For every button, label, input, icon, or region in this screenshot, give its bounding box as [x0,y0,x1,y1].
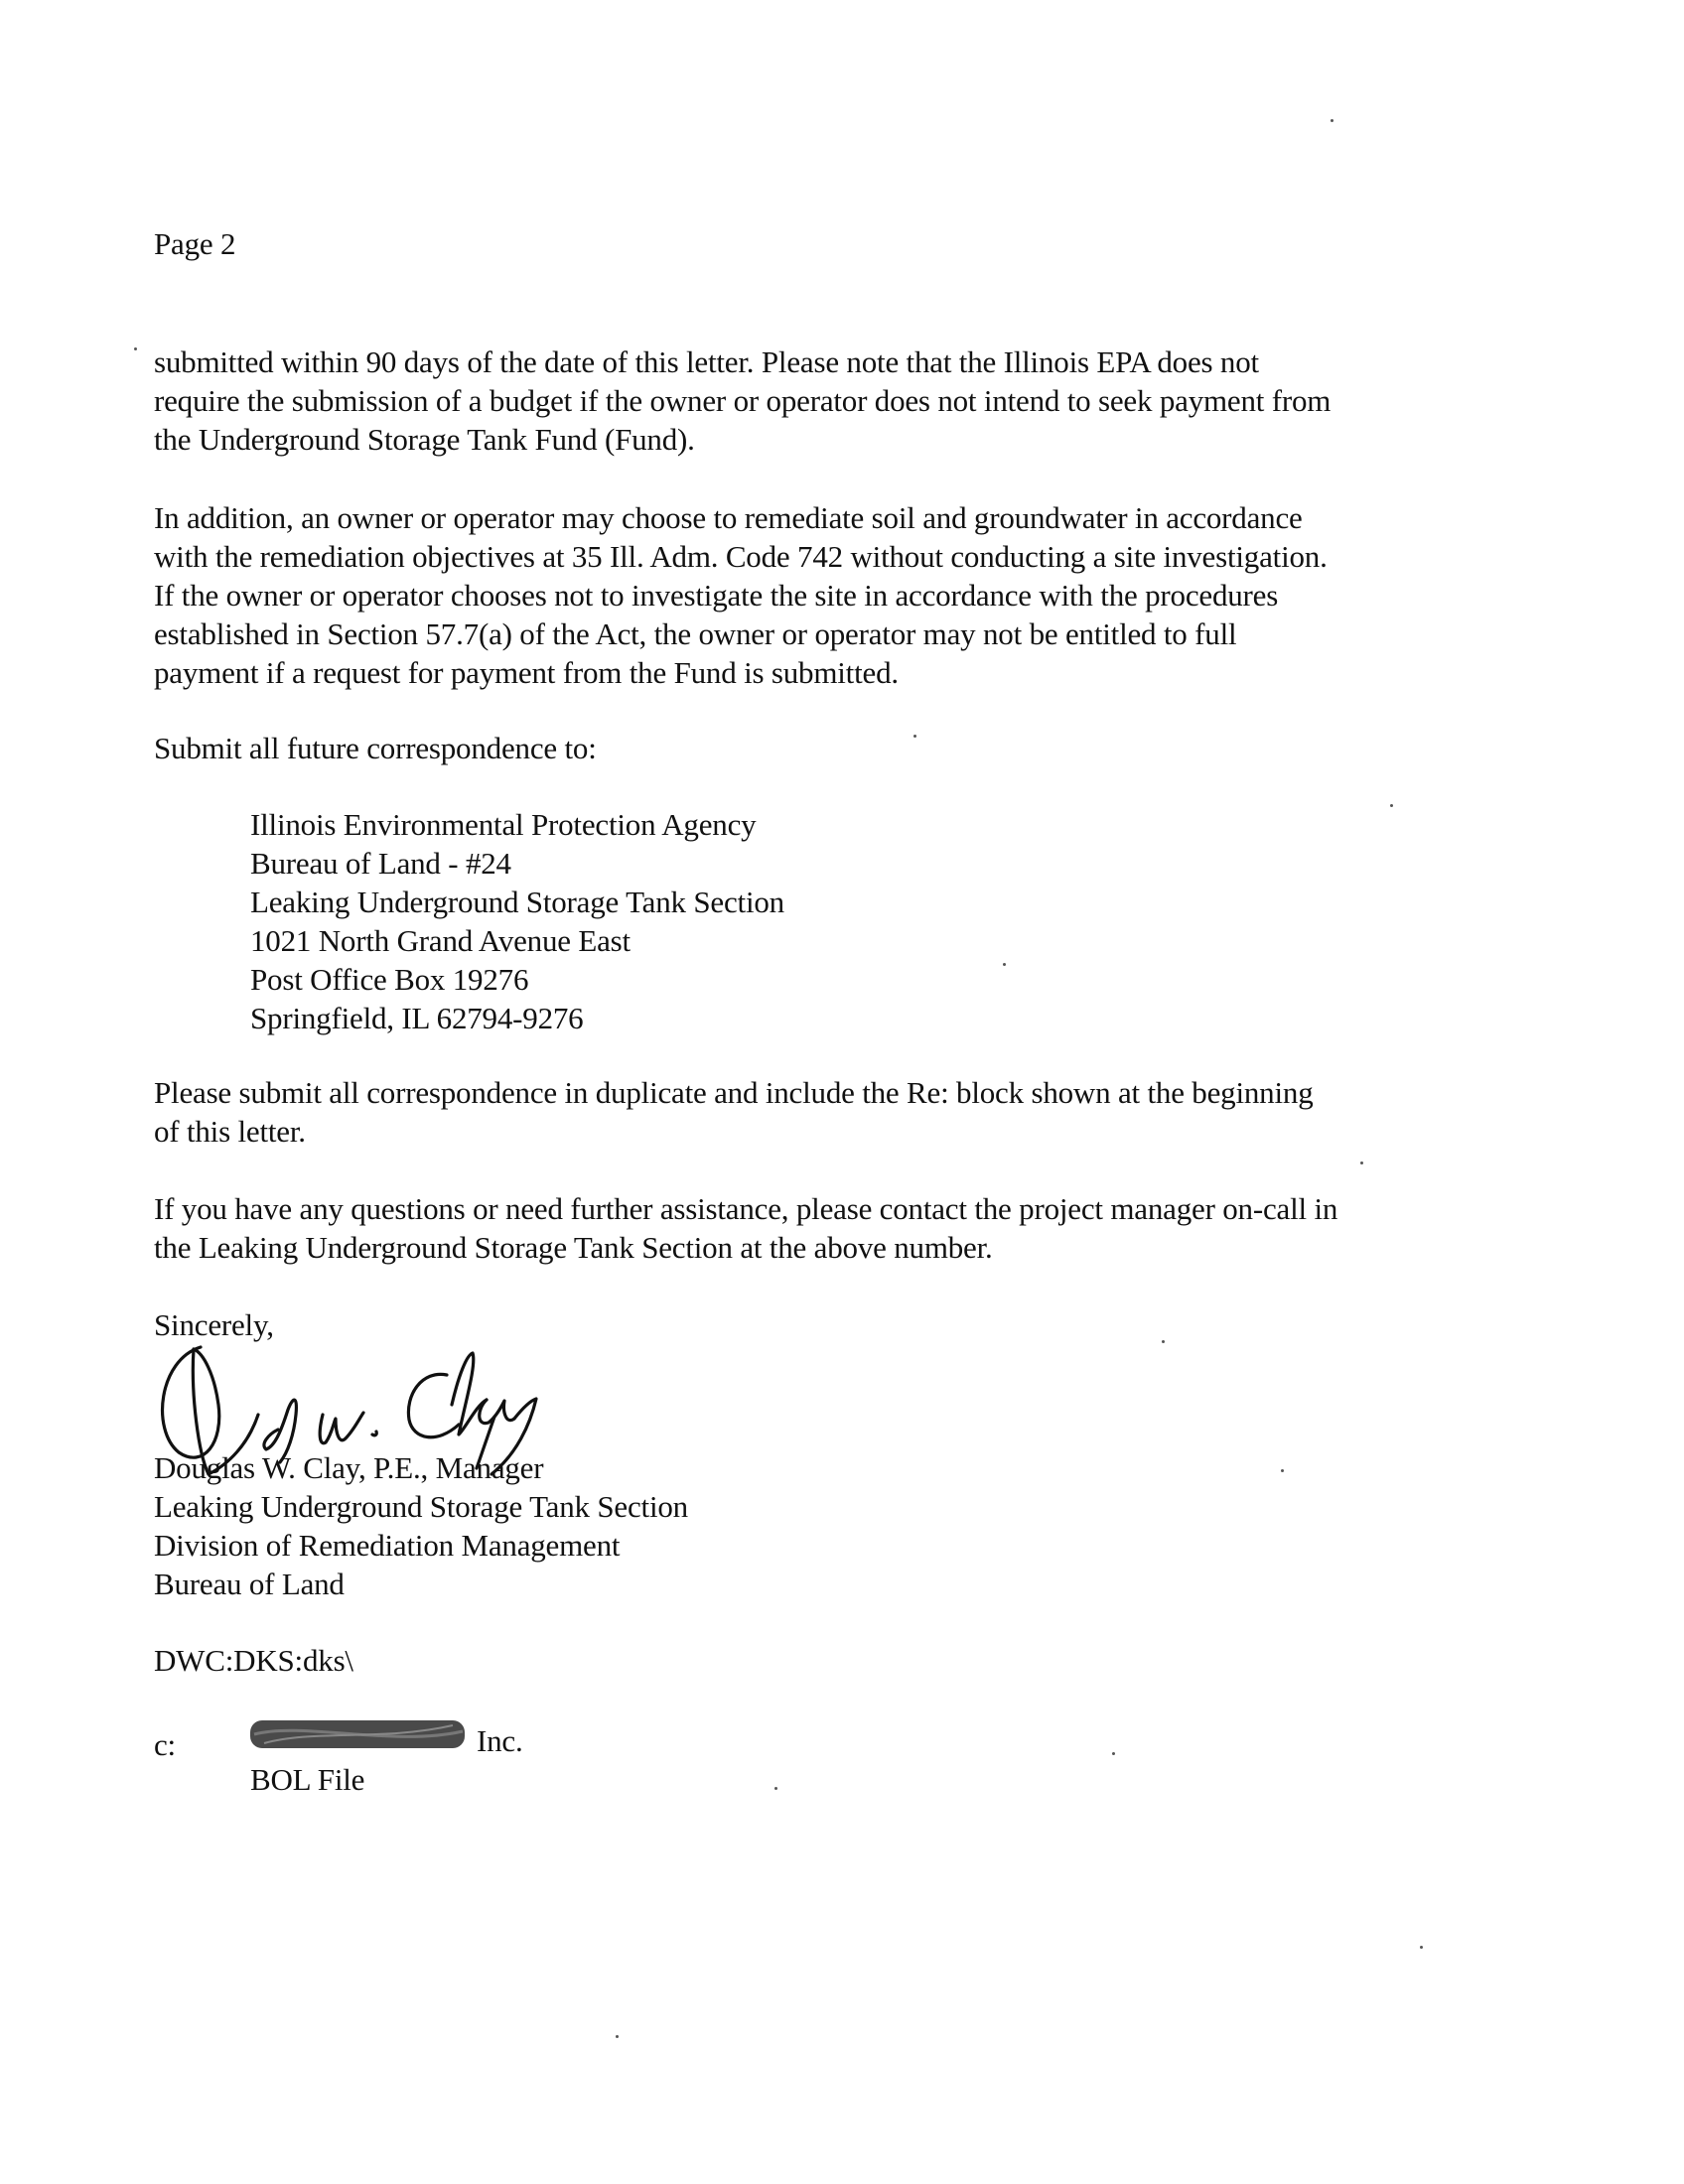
typist-initials: DWC:DKS:dks\ [154,1643,353,1678]
address-line: Leaking Underground Storage Tank Section [250,885,784,919]
paragraph-line: payment if a request for payment from the Fund is submitted. [154,655,899,690]
scan-speck [774,1787,777,1790]
paragraph-line: with the remediation objectives at 35 Ill. Adm. Code 742 without conducting a site investigation. [154,539,1328,574]
cc-label: c: [154,1727,176,1762]
signer-block [154,1448,688,1603]
signer-title-line: Division of Remediation Management [154,1528,621,1563]
paragraph-line: submitted within 90 days of the date of this letter. Please note that the Illinois EPA does not [154,344,1259,379]
address-line: Springfield, IL 62794-9276 [250,1001,584,1035]
signer-title-line: Leaking Underground Storage Tank Section [154,1489,688,1524]
scan-speck [1331,119,1333,122]
mailing-address [250,805,784,1037]
closing: Sincerely, [154,1307,274,1342]
paragraph-line: the Leaking Underground Storage Tank Section at the above number. [154,1230,993,1265]
scan-speck [1420,1946,1423,1949]
signer-name: Douglas W. Clay, P.E., Manager [154,1450,544,1485]
cc-list [250,1721,523,1799]
scan-speck [1360,1161,1363,1164]
cc-recipient: Inc. [477,1723,523,1758]
scan-speck [1281,1469,1284,1472]
page-label: Page 2 [154,226,236,261]
paragraph-budget [154,342,1331,459]
paragraph-line: established in Section 57.7(a) of the Act, the owner or operator may not be entitled to full [154,616,1237,651]
address-line: Illinois Environmental Protection Agency [250,807,757,842]
scan-speck [1162,1340,1165,1343]
signer-title-line: Bureau of Land [154,1567,345,1601]
submit-intro: Submit all future correspondence to: [154,731,597,765]
scan-speck [616,2035,619,2038]
scan-speck [1112,1752,1115,1755]
paragraph-line: the Underground Storage Tank Fund (Fund). [154,422,695,457]
scan-speck [134,347,137,350]
scan-speck [913,735,916,738]
paragraph-questions [154,1189,1337,1267]
address-line: Bureau of Land - #24 [250,846,511,881]
paragraph-line: of this letter. [154,1114,306,1149]
paragraph-line: In addition, an owner or operator may choose to remediate soil and groundwater in accordance [154,500,1303,535]
cc-recipient: BOL File [250,1762,365,1797]
paragraph-duplicate [154,1073,1314,1151]
paragraph-line: Please submit all correspondence in duplicate and include the Re: block shown at the beginning [154,1075,1314,1110]
scan-speck [1390,804,1393,807]
address-line: Post Office Box 19276 [250,962,529,997]
address-line: 1021 North Grand Avenue East [250,923,631,958]
paragraph-remediation [154,498,1328,692]
scan-speck [1003,963,1006,966]
paragraph-line: If the owner or operator chooses not to investigate the site in accordance with the procedures [154,578,1279,613]
paragraph-line: If you have any questions or need further assistance, please contact the project manager on-call in [154,1191,1338,1226]
paragraph-line: require the submission of a budget if the owner or operator does not intend to seek payment from [154,383,1332,418]
